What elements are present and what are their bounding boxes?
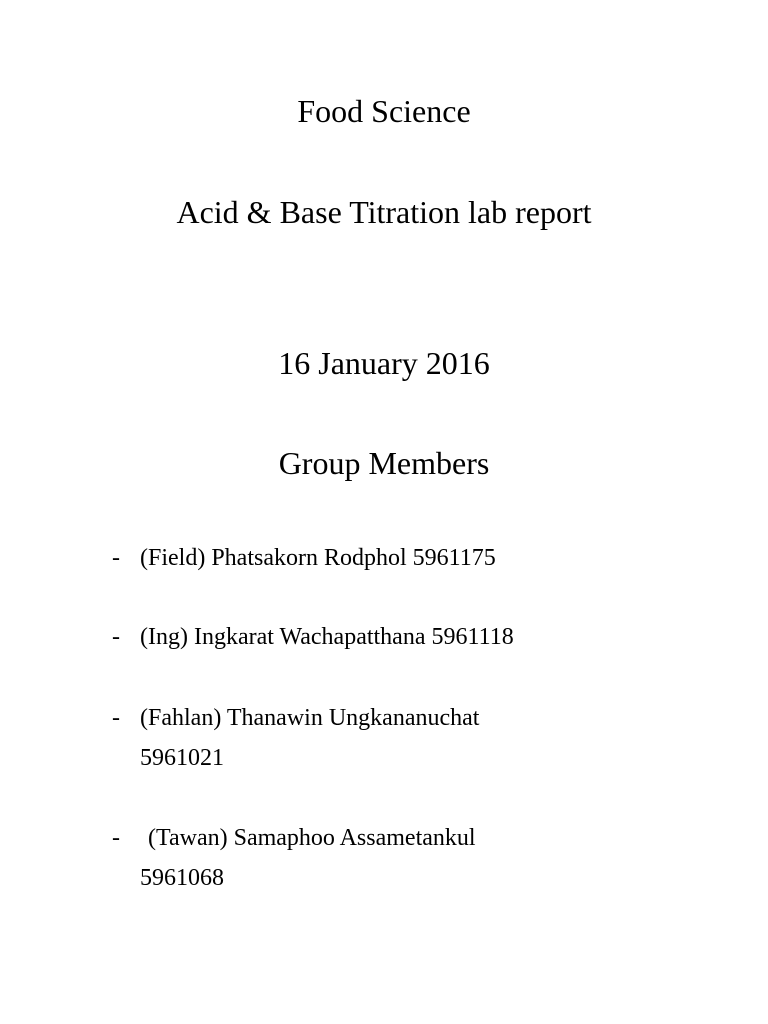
report-title: Acid & Base Titration lab report [176,194,592,230]
bullet-dash: - [112,545,120,571]
member-student-id: 5961068 [140,865,224,891]
course-title: Food Science [297,93,471,129]
report-date: 16 January 2016 [278,345,490,381]
member-name: (Fahlan) Thanawin Ungkananuchat [140,705,480,731]
bullet-dash: - [112,705,120,731]
bullet-dash: - [112,825,120,851]
bullet-dash: - [112,624,120,650]
member-name: (Tawan) Samaphoo Assametankul [148,825,476,851]
member-name: (Field) Phatsakorn Rodphol 5961175 [140,545,496,571]
member-name: (Ing) Ingkarat Wachapatthana 5961118 [140,624,514,650]
member-student-id: 5961021 [140,745,224,771]
members-heading: Group Members [278,445,490,481]
